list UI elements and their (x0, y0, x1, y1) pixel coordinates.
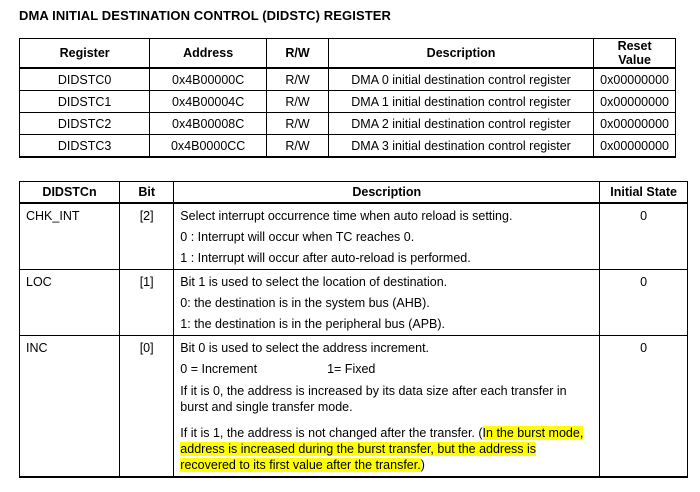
note-close-paren: ) (420, 458, 425, 472)
description-note (180, 425, 593, 473)
header-address: Address (150, 39, 267, 69)
note-text: If it is 1, the address is not changed after the transfer. ( (180, 426, 483, 440)
field-description (174, 336, 600, 478)
description-line: 1 : Interrupt will occur after auto-reload is performed. (180, 251, 471, 265)
register-reset-value: 0x00000000 (594, 113, 676, 135)
description-line: 1: the destination is in the peripheral bus (APB). (180, 317, 446, 331)
field-bit: [1] (120, 270, 174, 336)
register-rw: R/W (267, 91, 329, 113)
option-increment: 0 = Increment (180, 362, 258, 376)
field-bit: [2] (120, 203, 174, 270)
register-address: 0x4B00008C (150, 113, 267, 135)
header-description: Description (174, 182, 600, 204)
option-fixed: 1= Fixed (327, 362, 376, 376)
register-address: 0x4B00004C (150, 91, 267, 113)
register-description: DMA 2 initial destination control register (328, 113, 593, 135)
table-row-chk-int (20, 203, 688, 270)
header-description: Description (328, 39, 593, 69)
field-description (174, 270, 600, 336)
table-row (20, 68, 676, 91)
table-row (20, 113, 676, 135)
field-name: LOC (20, 270, 120, 336)
field-name: CHK_INT (20, 203, 120, 270)
table-header-row (20, 39, 676, 69)
page-title: DMA INITIAL DESTINATION CONTROL (DIDSTC) REGISTER (19, 8, 392, 23)
description-line: Bit 1 is used to select the location of destination. (180, 275, 448, 289)
field-description (174, 203, 600, 270)
register-description: DMA 1 initial destination control register (328, 91, 593, 113)
register-description: DMA 3 initial destination control register (328, 135, 593, 158)
register-name: DIDSTC3 (20, 135, 150, 158)
field-name: INC (20, 336, 120, 478)
register-table (19, 38, 676, 158)
field-initial-state: 0 (600, 336, 688, 478)
description-line: Select interrupt occurrence time when auto reload is setting. (180, 209, 513, 223)
table-row (20, 135, 676, 158)
header-rw: R/W (267, 39, 329, 69)
register-reset-value: 0x00000000 (594, 135, 676, 158)
register-rw: R/W (267, 113, 329, 135)
description-line: 0 : Interrupt will occur when TC reaches 0. (180, 230, 415, 244)
bit-field-table (19, 181, 688, 478)
field-initial-state: 0 (600, 203, 688, 270)
register-address: 0x4B0000CC (150, 135, 267, 158)
register-name: DIDSTC2 (20, 113, 150, 135)
register-address: 0x4B00000C (150, 68, 267, 91)
register-name: DIDSTC0 (20, 68, 150, 91)
description-line: Bit 0 is used to select the address increment. (180, 341, 430, 355)
field-initial-state: 0 (600, 270, 688, 336)
register-reset-value: 0x00000000 (594, 91, 676, 113)
header-field-name: DIDSTCn (20, 182, 120, 204)
description-options (180, 362, 593, 377)
register-rw: R/W (267, 68, 329, 91)
table-row (20, 91, 676, 113)
header-initial-state: Initial State (600, 182, 688, 204)
header-reset-value: Reset Value (594, 39, 676, 69)
header-register: Register (20, 39, 150, 69)
table-row-loc (20, 270, 688, 336)
register-rw: R/W (267, 135, 329, 158)
register-reset-value: 0x00000000 (594, 68, 676, 91)
table-header-row (20, 182, 688, 204)
description-line: If it is 0, the address is increased by its data size after each transfer in burst and single transfer mode. (180, 384, 567, 414)
description-line: 0: the destination is in the system bus (AHB). (180, 296, 430, 310)
field-bit: [0] (120, 336, 174, 478)
register-name: DIDSTC1 (20, 91, 150, 113)
table-row-inc (20, 336, 688, 478)
header-bit: Bit (120, 182, 174, 204)
register-description: DMA 0 initial destination control register (328, 68, 593, 91)
highlighted-note: In the burst mode, address is increased during the burst transfer, but the address is recovered to its first value after the transfer. (180, 426, 584, 472)
